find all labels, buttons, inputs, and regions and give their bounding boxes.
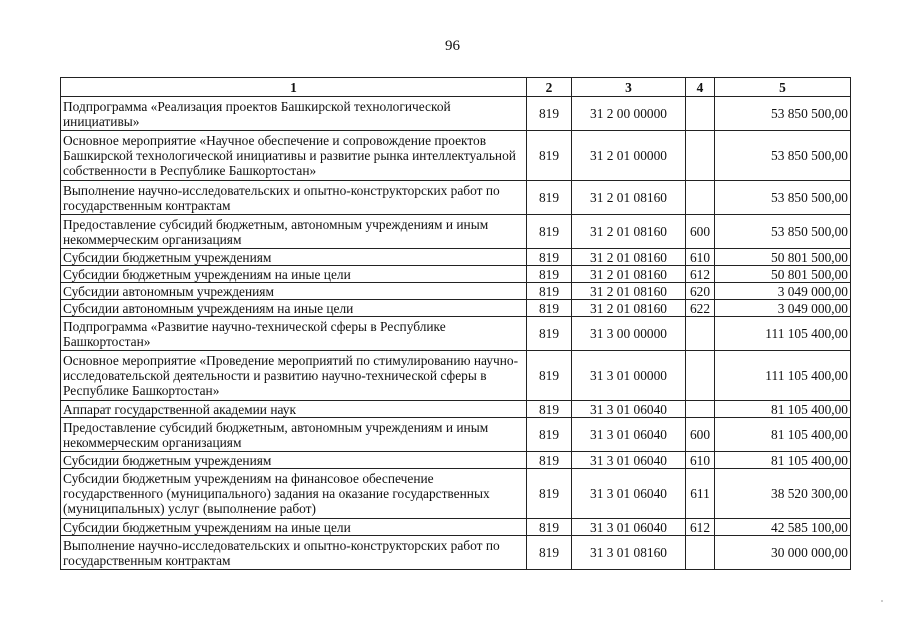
table-row	[61, 283, 851, 300]
row-target-code: 31 2 01 08160	[572, 300, 686, 317]
budget-table	[60, 77, 851, 570]
row-target-code: 31 2 01 08160	[572, 181, 686, 215]
table-row	[61, 97, 851, 131]
row-ministry-code: 819	[527, 215, 572, 249]
row-amount: 3 049 000,00	[715, 283, 851, 300]
row-expense-type: 600	[686, 418, 715, 452]
row-name: Основное мероприятие «Научное обеспечение и сопровождение проектов Башкирской технологической инициативы и развитие рынка интеллектуальной собственности в Республике Башкортостан»	[61, 131, 527, 181]
row-target-code: 31 2 01 08160	[572, 249, 686, 266]
row-ministry-code: 819	[527, 266, 572, 283]
page-number: 96	[445, 38, 460, 54]
row-name: Подпрограмма «Реализация проектов Башкирской технологической инициативы»	[61, 97, 527, 131]
row-amount: 111 105 400,00	[715, 317, 851, 351]
row-expense-type	[686, 401, 715, 418]
row-expense-type	[686, 317, 715, 351]
row-ministry-code: 819	[527, 97, 572, 131]
row-expense-type: 610	[686, 452, 715, 469]
row-expense-type	[686, 97, 715, 131]
row-amount: 30 000 000,00	[715, 536, 851, 570]
header-col-3: 3	[572, 78, 686, 97]
row-name: Субсидии бюджетным учреждениям на иные цели	[61, 266, 527, 283]
row-amount: 53 850 500,00	[715, 215, 851, 249]
row-amount: 53 850 500,00	[715, 97, 851, 131]
row-expense-type: 620	[686, 283, 715, 300]
header-col-2: 2	[527, 78, 572, 97]
row-amount: 3 049 000,00	[715, 300, 851, 317]
row-name: Субсидии бюджетным учреждениям	[61, 452, 527, 469]
table-row	[61, 536, 851, 570]
row-amount: 53 850 500,00	[715, 181, 851, 215]
header-col-5: 5	[715, 78, 851, 97]
row-ministry-code: 819	[527, 469, 572, 519]
table-row	[61, 317, 851, 351]
row-amount: 81 105 400,00	[715, 401, 851, 418]
table-row	[61, 469, 851, 519]
row-name: Основное мероприятие «Проведение мероприятий по стимулированию научно-исследовательской деятельности и развитию научно-технической сферы в Республике Башкортостан»	[61, 351, 527, 401]
table-row	[61, 181, 851, 215]
row-ministry-code: 819	[527, 181, 572, 215]
row-name: Субсидии бюджетным учреждениям на иные цели	[61, 519, 527, 536]
row-amount: 50 801 500,00	[715, 266, 851, 283]
row-name: Предоставление субсидий бюджетным, автономным учреждениям и иным некоммерческим организациям	[61, 418, 527, 452]
row-target-code: 31 3 01 06040	[572, 418, 686, 452]
row-ministry-code: 819	[527, 351, 572, 401]
row-name: Субсидии бюджетным учреждениям на финансовое обеспечение государственного (муниципального) задания на оказание государственных (муниципальных) услуг (выполнение работ)	[61, 469, 527, 519]
row-ministry-code: 819	[527, 452, 572, 469]
row-expense-type: 610	[686, 249, 715, 266]
row-ministry-code: 819	[527, 519, 572, 536]
row-amount: 111 105 400,00	[715, 351, 851, 401]
table-row	[61, 300, 851, 317]
table-row	[61, 418, 851, 452]
row-ministry-code: 819	[527, 401, 572, 418]
table-row	[61, 452, 851, 469]
table-row	[61, 266, 851, 283]
row-target-code: 31 3 01 06040	[572, 452, 686, 469]
row-target-code: 31 3 00 00000	[572, 317, 686, 351]
row-amount: 42 585 100,00	[715, 519, 851, 536]
row-target-code: 31 3 01 08160	[572, 536, 686, 570]
row-name: Аппарат государственной академии наук	[61, 401, 527, 418]
row-amount: 81 105 400,00	[715, 452, 851, 469]
row-name: Субсидии автономным учреждениям на иные цели	[61, 300, 527, 317]
row-expense-type	[686, 181, 715, 215]
table-header-row	[61, 78, 851, 97]
row-target-code: 31 2 01 08160	[572, 215, 686, 249]
header-col-1: 1	[61, 78, 527, 97]
header-col-4: 4	[686, 78, 715, 97]
row-name: Субсидии бюджетным учреждениям	[61, 249, 527, 266]
row-target-code: 31 2 01 08160	[572, 283, 686, 300]
row-name: Субсидии автономным учреждениям	[61, 283, 527, 300]
row-expense-type: 600	[686, 215, 715, 249]
row-ministry-code: 819	[527, 249, 572, 266]
row-target-code: 31 2 01 00000	[572, 131, 686, 181]
table-row	[61, 215, 851, 249]
row-expense-type: 611	[686, 469, 715, 519]
table-row	[61, 351, 851, 401]
row-ministry-code: 819	[527, 536, 572, 570]
row-amount: 38 520 300,00	[715, 469, 851, 519]
row-amount: 81 105 400,00	[715, 418, 851, 452]
table-row	[61, 401, 851, 418]
table-row	[61, 131, 851, 181]
row-ministry-code: 819	[527, 131, 572, 181]
row-name: Предоставление субсидий бюджетным, автономным учреждениям и иным некоммерческим организациям	[61, 215, 527, 249]
row-ministry-code: 819	[527, 300, 572, 317]
row-target-code: 31 2 00 00000	[572, 97, 686, 131]
row-name: Выполнение научно-исследовательских и опытно-конструкторских работ по государственным контрактам	[61, 536, 527, 570]
row-ministry-code: 819	[527, 317, 572, 351]
row-target-code: 31 3 01 06040	[572, 519, 686, 536]
row-amount: 53 850 500,00	[715, 131, 851, 181]
row-target-code: 31 3 01 06040	[572, 469, 686, 519]
row-expense-type: 612	[686, 519, 715, 536]
row-name: Выполнение научно-исследовательских и опытно-конструкторских работ по государственным контрактам	[61, 181, 527, 215]
row-name: Подпрограмма «Развитие научно-технической сферы в Республике Башкортостан»	[61, 317, 527, 351]
row-target-code: 31 3 01 00000	[572, 351, 686, 401]
row-expense-type: 612	[686, 266, 715, 283]
row-expense-type	[686, 536, 715, 570]
row-ministry-code: 819	[527, 283, 572, 300]
row-expense-type: 622	[686, 300, 715, 317]
row-expense-type	[686, 131, 715, 181]
scan-speck	[881, 600, 883, 602]
row-target-code: 31 2 01 08160	[572, 266, 686, 283]
row-target-code: 31 3 01 06040	[572, 401, 686, 418]
row-ministry-code: 819	[527, 418, 572, 452]
table-row	[61, 249, 851, 266]
row-amount: 50 801 500,00	[715, 249, 851, 266]
row-expense-type	[686, 351, 715, 401]
table-row	[61, 519, 851, 536]
